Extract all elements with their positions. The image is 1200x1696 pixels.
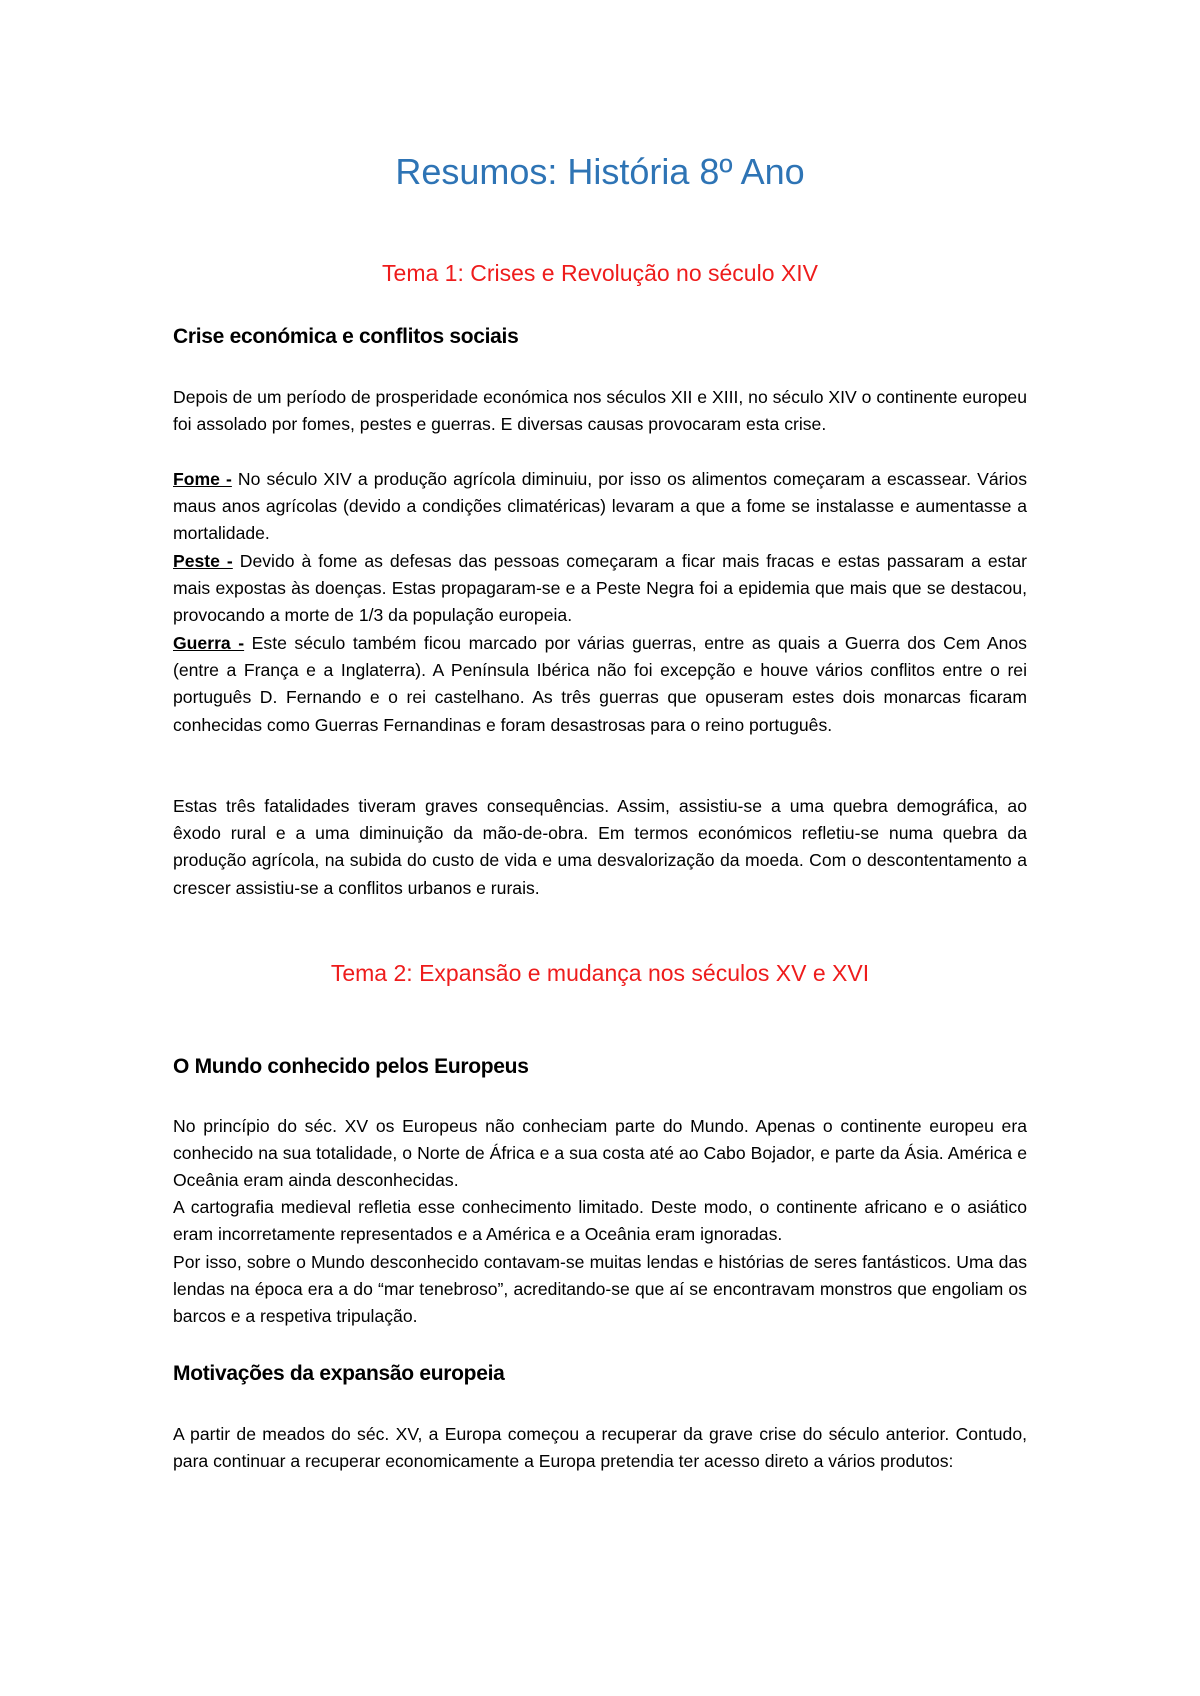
guerra-text: Este século também ficou marcado por várias guerras, entre as quais a Guerra dos Cem Anos (entre a França e a Inglaterra). A Península Ibérica não foi excepção e houve vários conflitos entre o rei português D. Fernando e o rei castelhano. As três guerras que opuseram estes dois monarcas ficaram conhecidas como Guerras Fernandinas e foram desastrosas para o reino português.: [173, 633, 1027, 735]
paragraph-consequences: Estas três fatalidades tiveram graves consequências. Assim, assistiu-se a uma quebra demográfica, ao êxodo rural e a uma diminuição da mão-de-obra. Em termos económicos refletiu-se numa quebra da produção agrícola, na subida do custo de vida e uma desvalorização da moeda. Com o descontentamento a crescer assistiu-se a conflitos urbanos e rurais.: [173, 796, 1027, 898]
term-fome: Fome -: [173, 469, 232, 489]
paragraph-guerra: [173, 630, 1027, 739]
peste-text: Devido à fome as defesas das pessoas começaram a ficar mais fracas e estas passaram a estar mais expostas às doenças. Estas propagaram-se e a Peste Negra foi a epidemia que mais que se destacou, provocando a morte de 1/3 da população europeia.: [173, 551, 1027, 626]
term-peste: Peste -: [173, 551, 233, 571]
paragraph-intro: Depois de um período de prosperidade económica nos séculos XII e XIII, no século XIV o continente europeu foi assolado por fomes, pestes e guerras. E diversas causas provocaram esta crise.: [173, 387, 1027, 435]
paragraph-fome: [173, 466, 1027, 548]
document-title: Resumos: História 8º Ano: [395, 151, 805, 192]
tema1-title: Tema 1: Crises e Revolução no século XIV: [382, 260, 818, 286]
paragraph-peste: [173, 548, 1027, 630]
section-heading-motivacoes: Motivações da expansão europeia: [173, 1362, 505, 1385]
paragraph-motivacoes: A partir de meados do séc. XV, a Europa começou a recuperar da grave crise do século anterior. Contudo, para continuar a recuperar economicamente a Europa pretendia ter acesso direto a vários produtos:: [173, 1424, 1027, 1472]
section-heading-crise: Crise económica e conflitos sociais: [173, 325, 519, 348]
paragraph-mundo-1: No princípio do séc. XV os Europeus não conheciam parte do Mundo. Apenas o continente europeu era conhecido na sua totalidade, o Norte de África e a sua costa até ao Cabo Bojador, e parte da Ásia. América e Oceânia eram ainda desconhecidas.: [173, 1116, 1027, 1191]
term-guerra: Guerra -: [173, 633, 245, 653]
paragraph-mundo-3: Por isso, sobre o Mundo desconhecido contavam-se muitas lendas e histórias de seres fantásticos. Uma das lendas na época era a do “mar tenebroso”, acreditando-se que aí se encontravam monstros que engoliam os barcos e a respetiva tripulação.: [173, 1252, 1027, 1327]
fome-text: No século XIV a produção agrícola diminuiu, por isso os alimentos começaram a escassear. Vários maus anos agrícolas (devido a condições climatéricas) levaram a que a fome se instalasse e aumentasse a mortalidade.: [173, 469, 1028, 544]
tema2-title: Tema 2: Expansão e mudança nos séculos XV e XVI: [330, 960, 870, 986]
section-heading-mundo: O Mundo conhecido pelos Europeus: [173, 1055, 529, 1078]
paragraph-mundo-2: A cartografia medieval refletia esse conhecimento limitado. Deste modo, o continente africano e o asiático eram incorretamente representados e a América e a Oceânia eram ignoradas.: [173, 1197, 1027, 1245]
